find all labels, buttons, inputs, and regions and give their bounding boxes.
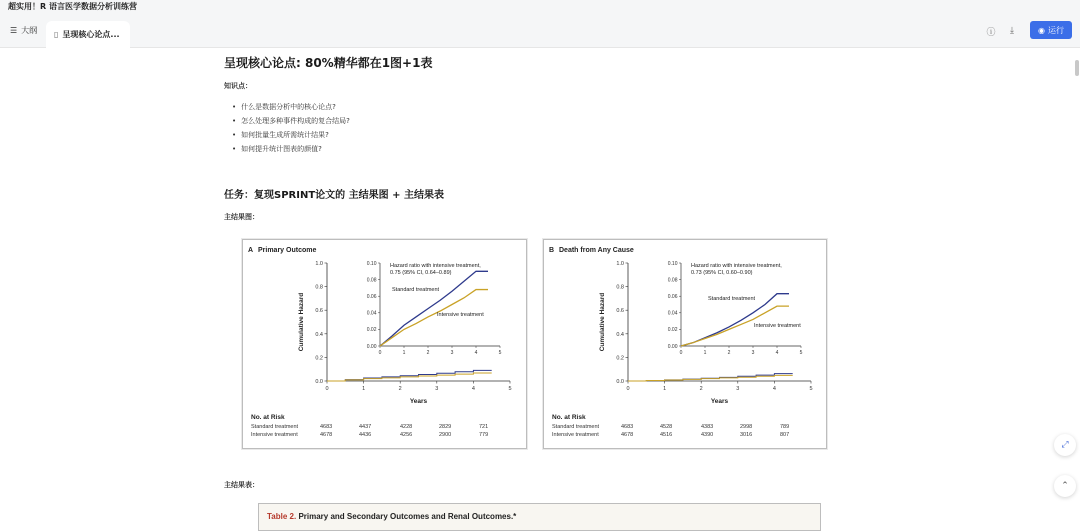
at-risk-value: 4383 xyxy=(701,424,714,430)
y-tick-label: 0.8 xyxy=(315,284,323,291)
list-item: • 什么是数据分析中的核心论点? xyxy=(232,100,350,114)
hazard-ratio-line2: 0.73 (95% CI, 0.60–0.90) xyxy=(691,270,753,276)
x-tick-label: 2 xyxy=(398,386,402,392)
at-risk-value: 2998 xyxy=(740,424,753,430)
outline-button[interactable] xyxy=(10,25,37,36)
inset-y-tick-label: 0.06 xyxy=(667,294,678,300)
inset-x-tick-label: 5 xyxy=(498,350,502,356)
x-tick-label: 4 xyxy=(772,386,776,392)
info-icon[interactable]: ⓘ xyxy=(986,27,996,38)
run-icon: ◉ xyxy=(1038,25,1045,35)
inset-y-tick-label: 0.02 xyxy=(366,327,377,334)
at-risk-value: 4390 xyxy=(701,432,714,438)
list-item: • 怎么处理多种事件构成的复合结局? xyxy=(232,114,350,128)
y-tick-label: 0.8 xyxy=(616,284,624,291)
at-risk-value: 721 xyxy=(479,424,489,430)
title-bar xyxy=(0,0,1080,14)
inset-y-tick-label: 0.06 xyxy=(366,294,377,300)
x-axis-label: Years xyxy=(710,398,729,405)
y-axis-label: Cumulative Hazard xyxy=(599,292,606,352)
at-risk-value: 4516 xyxy=(660,432,673,438)
at-risk-value: 2900 xyxy=(439,432,452,438)
outline-label: 大纲 xyxy=(21,26,38,35)
inset-y-tick-label: 0.08 xyxy=(366,277,377,284)
inset-y-tick-label: 0.00 xyxy=(667,343,678,350)
table-title xyxy=(267,512,516,521)
intensive-label: Intensive treatment xyxy=(754,323,801,329)
at-risk-value: 4528 xyxy=(660,424,673,430)
inset-x-tick-label: 0 xyxy=(378,350,382,356)
tab-document[interactable] xyxy=(46,21,130,48)
x-tick-label: 5 xyxy=(809,386,813,392)
at-risk-value: 789 xyxy=(780,424,790,430)
y-tick-label: 1.0 xyxy=(616,261,624,267)
task-heading: 任务：复现SPRINT论文的 主结果图 + 主结果表 xyxy=(224,190,444,201)
at-risk-value: 3016 xyxy=(740,432,753,438)
chart-panel-a xyxy=(242,239,527,449)
panel-letter: B xyxy=(549,247,555,254)
at-risk-title: No. at Risk xyxy=(251,414,285,421)
standard-label: Standard treatment xyxy=(708,296,756,302)
download-icon[interactable]: ⤓ xyxy=(1010,26,1014,36)
y-tick-label: 0.4 xyxy=(315,331,323,338)
y-tick-label: 0.6 xyxy=(315,308,323,315)
at-risk-value: 4256 xyxy=(400,432,413,438)
fullscreen-button[interactable] xyxy=(1054,434,1076,456)
x-tick-label: 1 xyxy=(362,386,366,392)
tab-label: 呈现核心论点... xyxy=(62,30,120,39)
at-risk-value: 2829 xyxy=(439,424,452,430)
outline-icon: ☰ xyxy=(10,26,18,35)
knowledge-points xyxy=(232,100,350,156)
table-label: 主结果表： xyxy=(224,481,259,489)
hazard-ratio-line1: Hazard ratio with intensive treatment, xyxy=(691,263,782,269)
table-number: Table 2. xyxy=(267,512,297,521)
series-line xyxy=(628,375,793,381)
inset-y-tick-label: 0.02 xyxy=(667,327,678,334)
at-risk-value: 807 xyxy=(780,432,790,438)
inset-x-tick-label: 4 xyxy=(474,350,478,356)
chart-death-any-cause xyxy=(544,240,828,450)
knowledge-label: 知识点： xyxy=(224,82,252,90)
y-tick-label: 0.2 xyxy=(315,355,323,362)
x-tick-label: 0 xyxy=(325,386,329,392)
run-button[interactable] xyxy=(1030,21,1072,39)
x-tick-label: 0 xyxy=(626,386,630,392)
at-risk-row-label: Intensive treatment xyxy=(552,432,599,438)
at-risk-value: 779 xyxy=(479,432,489,438)
inset-y-tick-label: 0.10 xyxy=(667,260,678,267)
inset-x-tick-label: 5 xyxy=(799,350,803,356)
at-risk-title: No. at Risk xyxy=(552,414,586,421)
inset-x-tick-label: 1 xyxy=(703,350,707,356)
inset-x-tick-label: 2 xyxy=(727,350,731,356)
inset-y-tick-label: 0.04 xyxy=(366,310,377,317)
x-tick-label: 3 xyxy=(435,386,439,392)
hazard-ratio-line1: Hazard ratio with intensive treatment, xyxy=(390,263,481,269)
y-tick-label: 0.0 xyxy=(315,379,323,385)
at-risk-value: 4228 xyxy=(400,424,413,430)
at-risk-value: 4683 xyxy=(320,424,333,430)
y-tick-label: 1.0 xyxy=(315,261,323,267)
chevron-up-icon: ⌃ xyxy=(1061,481,1069,491)
panel-letter: A xyxy=(248,247,254,254)
scrollbar-thumb[interactable] xyxy=(1075,60,1079,76)
chart-title: Primary Outcome xyxy=(258,247,317,254)
document-icon: ▯ xyxy=(54,30,59,39)
inset-x-tick-label: 3 xyxy=(450,350,454,356)
list-item: • 如何批量生成所需统计结果? xyxy=(232,128,350,142)
expand-icon: ⤢ xyxy=(1061,440,1069,450)
inset-x-tick-label: 0 xyxy=(679,350,683,356)
chart-primary-outcome xyxy=(243,240,528,450)
inset-x-tick-label: 4 xyxy=(775,350,779,356)
at-risk-value: 4678 xyxy=(621,432,634,438)
standard-label: Standard treatment xyxy=(392,287,440,293)
y-tick-label: 0.6 xyxy=(616,308,624,315)
inset-x-tick-label: 2 xyxy=(426,350,430,356)
series-line xyxy=(327,373,492,381)
at-risk-row-label: Standard treatment xyxy=(552,424,600,430)
inset-x-tick-label: 1 xyxy=(402,350,406,356)
hazard-ratio-line2: 0.75 (95% CI, 0.64–0.89) xyxy=(390,270,452,276)
inset-y-tick-label: 0.04 xyxy=(667,310,678,317)
series-line xyxy=(628,374,793,381)
app-title: 超实用！R 语言医学数据分析训练营 xyxy=(8,2,137,11)
inset-y-tick-label: 0.08 xyxy=(667,277,678,284)
table-caption: Primary and Secondary Outcomes and Renal Outcomes.* xyxy=(298,512,517,521)
inset-x-tick-label: 3 xyxy=(751,350,755,356)
x-tick-label: 1 xyxy=(663,386,667,392)
at-risk-value: 4683 xyxy=(621,424,634,430)
x-tick-label: 5 xyxy=(508,386,512,392)
at-risk-value: 4437 xyxy=(359,424,372,430)
run-label: 运行 xyxy=(1047,25,1064,35)
scroll-top-button[interactable] xyxy=(1054,475,1076,497)
at-risk-row-label: Standard treatment xyxy=(251,424,299,430)
at-risk-value: 4436 xyxy=(359,432,372,438)
figure-label: 主结果图： xyxy=(224,213,259,221)
chart-title: Death from Any Cause xyxy=(559,247,634,254)
inset-y-tick-label: 0.10 xyxy=(366,260,377,267)
y-tick-label: 0.0 xyxy=(616,379,624,385)
list-item: • 如何提升统计图表的颜值? xyxy=(232,142,350,156)
y-axis-label: Cumulative Hazard xyxy=(298,292,305,352)
inset-y-tick-label: 0.00 xyxy=(366,343,377,350)
x-axis-label: Years xyxy=(409,398,428,405)
page-title: 呈现核心论点: 80%精华都在1图+1表 xyxy=(224,56,433,70)
intensive-label: Intensive treatment xyxy=(437,312,484,318)
x-tick-label: 4 xyxy=(471,386,475,392)
y-tick-label: 0.4 xyxy=(616,331,624,338)
at-risk-value: 4678 xyxy=(320,432,333,438)
at-risk-row-label: Intensive treatment xyxy=(251,432,298,438)
results-table xyxy=(258,503,821,531)
x-tick-label: 2 xyxy=(699,386,703,392)
tab-bar xyxy=(0,14,1080,48)
y-tick-label: 0.2 xyxy=(616,355,624,362)
chart-panel-b xyxy=(543,239,827,449)
x-tick-label: 3 xyxy=(736,386,740,392)
